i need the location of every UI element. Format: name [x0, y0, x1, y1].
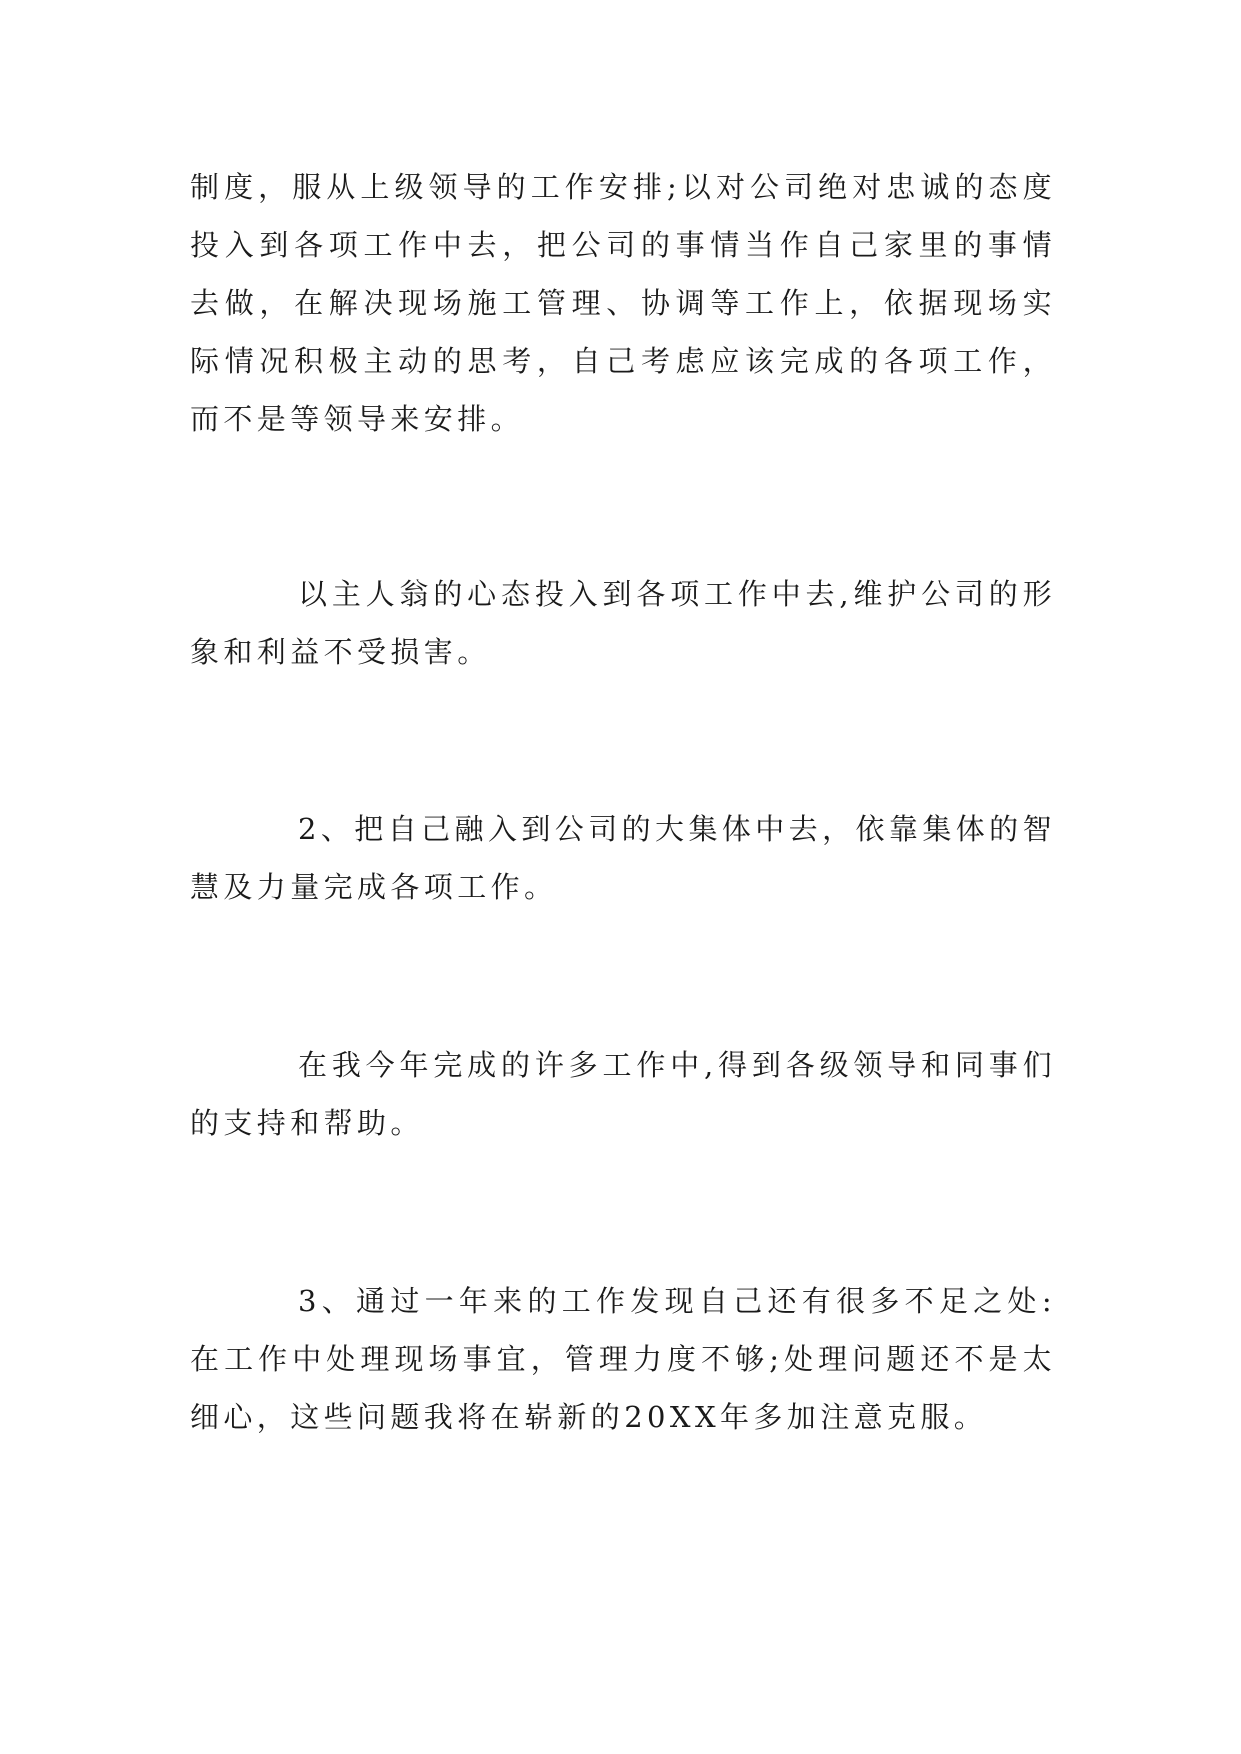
- paragraph-point-3: 3、通过一年来的工作发现自己还有很多不足之处:在工作中处理现场事宜，管理力度不够;处理问题还不是太细心，这些问题我将在崭新的20XX年多加注意克服。: [190, 1284, 1056, 1434]
- paragraph-point-2: 2、把自己融入到公司的大集体中去，依靠集体的智慧及力量完成各项工作。: [190, 812, 1056, 904]
- paragraph-continuation: 制度，服从上级领导的工作安排;以对公司绝对忠诚的态度投入到各项工作中去，把公司的事情当作自己家里的事情去做，在解决现场施工管理、协调等工作上，依据现场实际情况积极主动的思考，自己考虑应该完成的各项工作，而不是等领导来安排。: [190, 170, 1056, 436]
- paragraph-owner-mindset: 以主人翁的心态投入到各项工作中去,维护公司的形象和利益不受损害。: [190, 577, 1056, 669]
- paragraph-support: 在我今年完成的许多工作中,得到各级领导和同事们的支持和帮助。: [190, 1048, 1056, 1140]
